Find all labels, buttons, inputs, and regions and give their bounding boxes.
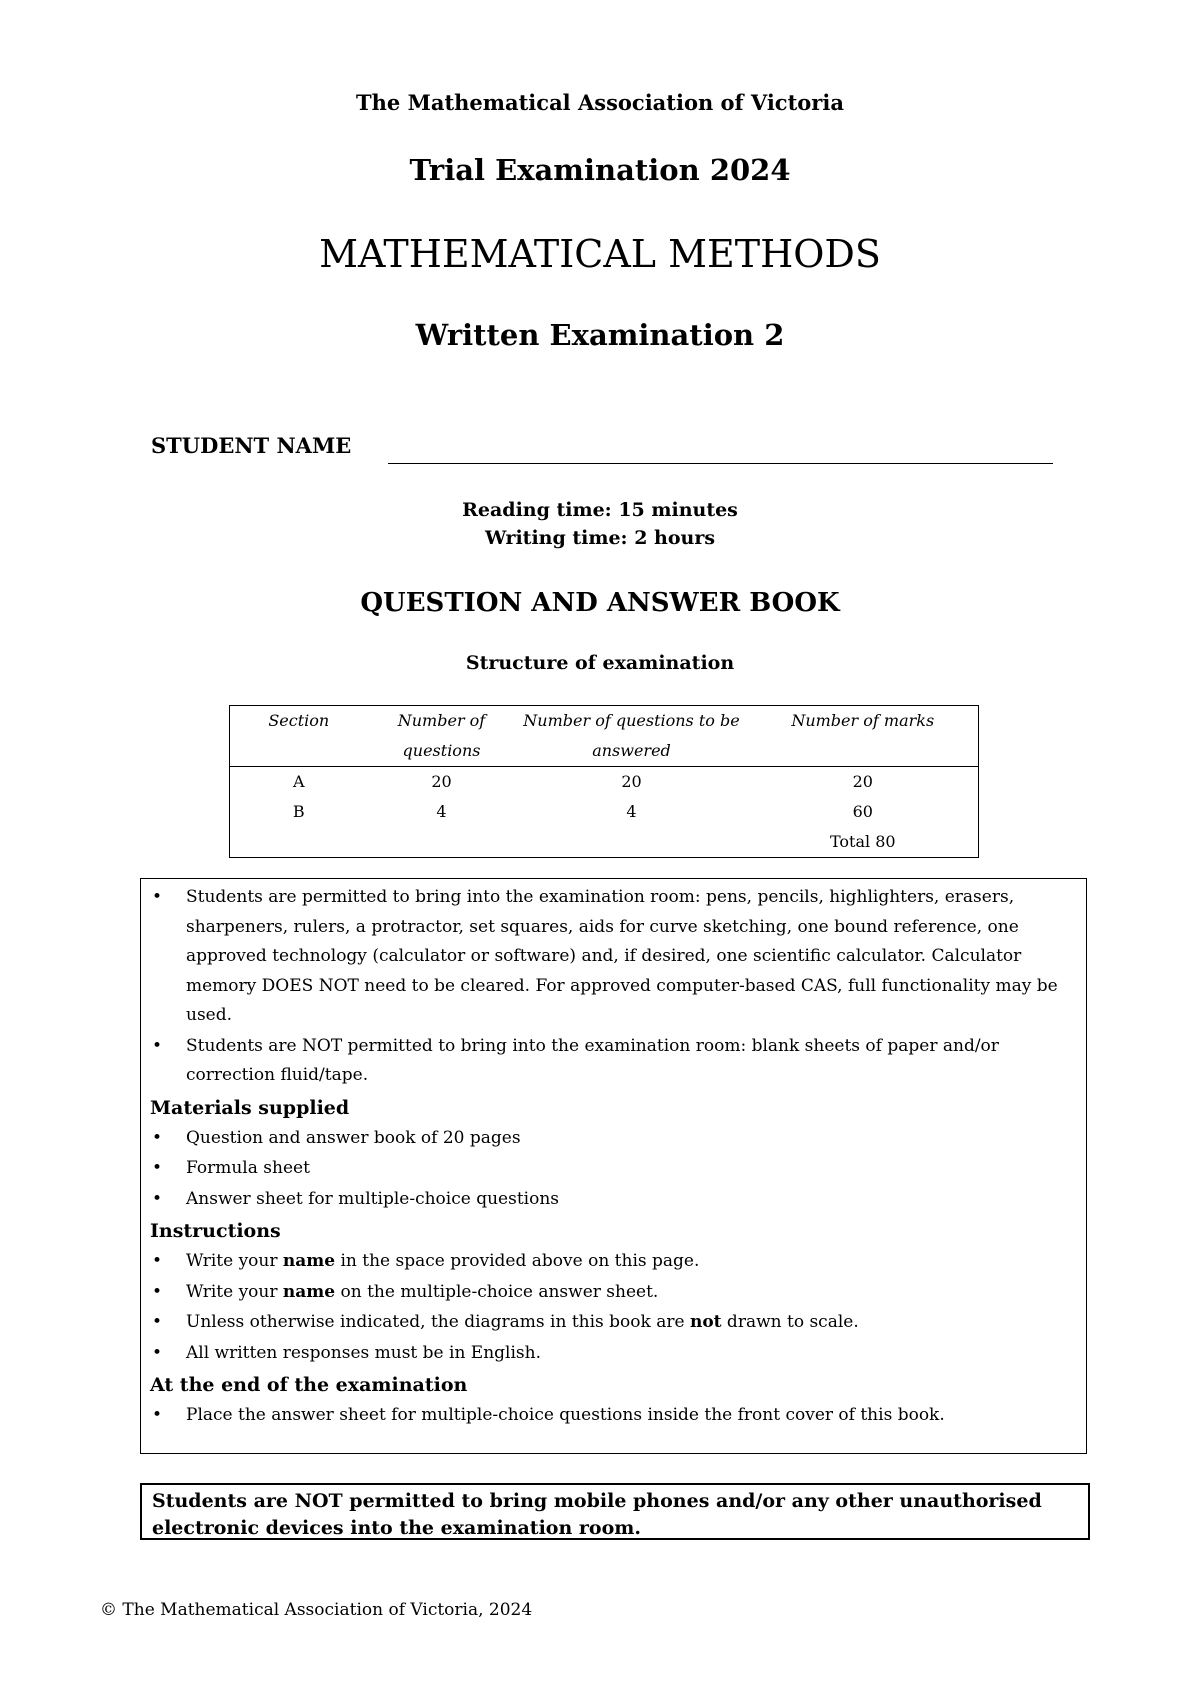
bullet-icon: • [152,1312,163,1332]
header-section: Section [230,706,368,767]
copyright-footer: © The Mathematical Association of Victoria, 2024 [100,1600,533,1620]
list-item: • Students are NOT permitted to bring into the examination room: blank sheets of paper and/or correction fluid/tape. [150,1032,1076,1091]
header-number-of-marks: Number of marks [748,706,979,767]
header-number-of-questions: Number of questions [368,706,516,767]
student-name-label: STUDENT NAME [151,433,352,458]
table-row [230,767,979,798]
total-marks: Total 80 [829,832,896,851]
bullet-icon: • [152,1342,163,1363]
bullet-icon: • [152,1281,163,1302]
table-row [230,797,979,827]
cell-answered: 4 [626,802,637,821]
list-item: • Answer sheet for multiple-choice questions [150,1185,1076,1215]
permissions-list [150,883,1076,1091]
cell-marks: 20 [852,772,873,791]
cell-section: A [292,772,305,791]
bullet-icon: • [152,1251,163,1271]
materials-heading: Materials supplied [150,1096,350,1119]
bullet-icon: • [152,1405,163,1425]
trial-title: Trial Examination 2024 [409,153,791,187]
student-name-line[interactable] [388,463,1053,464]
list-item: • Write your name on the multiple-choice answer sheet. [150,1278,1076,1308]
materials-list [150,1124,1076,1215]
header-questions-to-answer: Number of questions to be answered [516,706,748,767]
list-item: • All written responses must be in English. [150,1339,1076,1369]
bullet-icon: • [152,887,163,907]
end-heading: At the end of the examination [150,1374,468,1396]
exam-times [0,496,1200,552]
bullet-icon: • [152,1158,163,1178]
list-item: • Students are permitted to bring into the examination room: pens, pencils, highlighters, erasers, sharpeners, rulers, a protractor, set squares, aids for curve sketching, one bound reference, one approved technology (calculator or software) and, if desired, one scientific calculator. Calculator memory DOES NOT need to be cleared. For approved computer-based CAS, full functionality may be used. [150,883,1076,1031]
list-item: • Formula sheet [150,1154,1076,1184]
cell-questions: 4 [436,802,447,821]
cell-marks: 60 [852,802,873,821]
book-title: QUESTION AND ANSWER BOOK [360,588,840,618]
bullet-icon: • [152,1188,163,1209]
devices-warning: Students are NOT permitted to bring mobile phones and/or any other unauthorised electronic devices into the examination room. [140,1483,1090,1540]
instructions-box [140,878,1087,1454]
list-item: • Unless otherwise indicated, the diagrams in this book are not drawn to scale. [150,1308,1076,1338]
list-item: • Write your name in the space provided above on this page. [150,1247,1076,1277]
organisation-name: The Mathematical Association of Victoria [356,90,844,115]
bullet-icon: • [152,1035,163,1056]
end-list [150,1401,1076,1431]
reading-time: Reading time: 15 minutes [462,499,738,521]
table-header-row [230,706,979,767]
cell-answered: 20 [621,772,642,791]
instructions-heading: Instructions [150,1220,281,1242]
list-item: • Place the answer sheet for multiple-choice questions inside the front cover of this book. [150,1401,1076,1431]
exam-title: Written Examination 2 [415,318,785,352]
list-item: • Question and answer book of 20 pages [150,1124,1076,1154]
structure-title: Structure of examination [465,652,735,674]
subject-title: MATHEMATICAL METHODS [319,232,881,276]
structure-table [229,705,979,858]
table-total-row [230,827,979,858]
bullet-icon: • [152,1127,163,1148]
cell-section: B [292,802,305,821]
writing-time: Writing time: 2 hours [484,527,716,549]
cell-questions: 20 [431,772,452,791]
instructions-list [150,1247,1076,1368]
